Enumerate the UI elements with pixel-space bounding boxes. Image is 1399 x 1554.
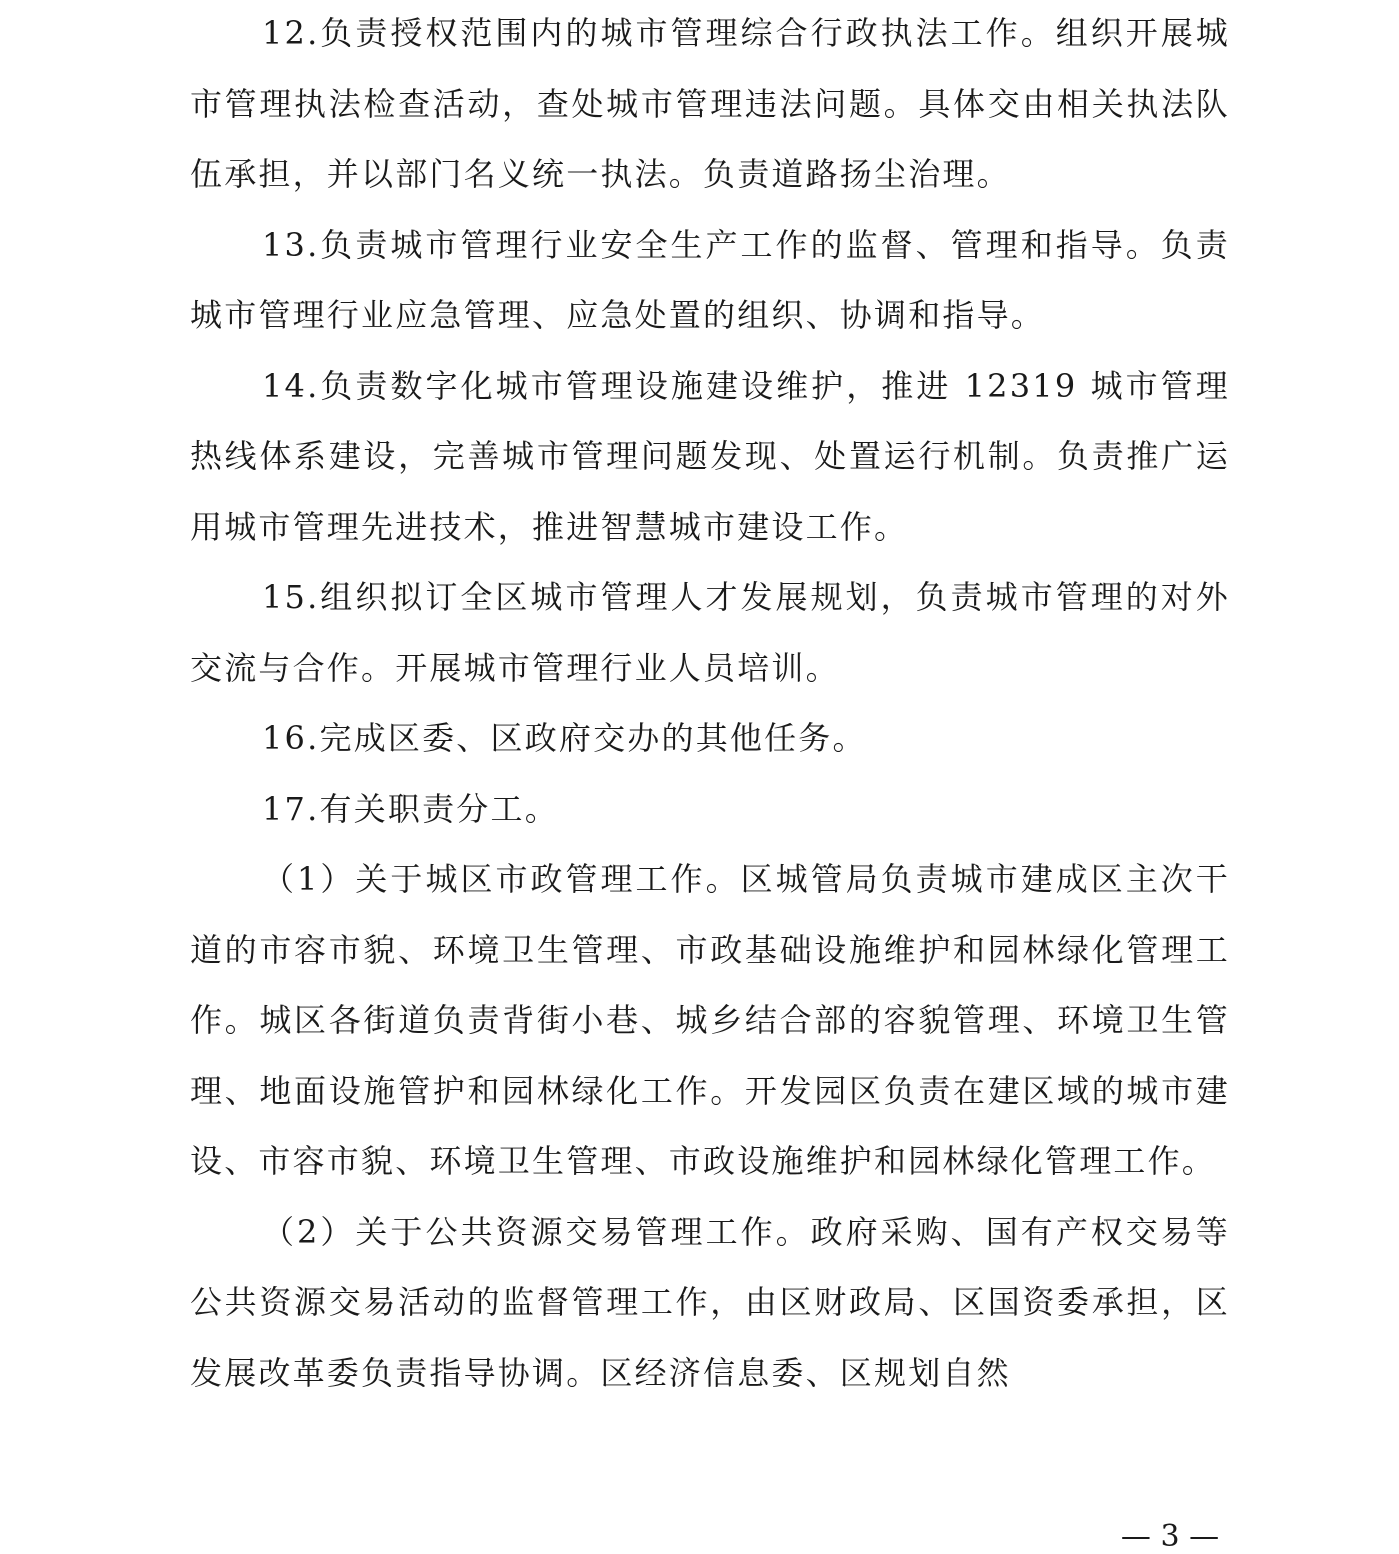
paragraph-item-12: 12.负责授权范围内的城市管理综合行政执法工作。组织开展城市管理执法检查活动，查处城市管理违法问题。具体交由相关执法队伍承担，并以部门名义统一执法。负责道路扬尘治理。 (190, 14, 1230, 193)
document-body (190, 0, 1230, 1408)
paragraph-item-16: 16.完成区委、区政府交办的其他任务。 (262, 719, 867, 757)
paragraph-item-17: 17.有关职责分工。 (262, 789, 559, 828)
paragraph-item-14: 14.负责数字化城市管理设施建设维护，推进 12319 城市管理热线体系建设，完善城市管理问题发现、处置运行机制。负责推广运用城市管理先进技术，推进智慧城市建设工作。 (190, 366, 1230, 546)
paragraph-subitem-1: （1）关于城区市政管理工作。区城管局负责城市建成区主次干道的市容市貌、环境卫生管理、市政基础设施维护和园林绿化管理工作。城区各街道负责背街小巷、城乡结合部的容貌管理、环境卫生管理、地面设施管护和园林绿化工作。开发园区负责在建区域的城市建设、市容市貌、环境卫生管理、市政设施维护和园林绿化管理工作。 (190, 860, 1230, 1180)
page-number: — 3 — (1120, 1519, 1220, 1554)
paragraph-item-13: 13.负责城市管理行业安全生产工作的监督、管理和指导。负责城市管理行业应急管理、应急处置的组织、协调和指导。 (190, 225, 1230, 334)
paragraph-subitem-2: （2）关于公共资源交易管理工作。政府采购、国有产权交易等公共资源交易活动的监督管理工作，由区财政局、区国资委承担，区发展改革委负责指导协调。区经济信息委、区规划自然 (190, 1212, 1230, 1392)
paragraph-item-15: 15.组织拟订全区城市管理人才发展规划，负责城市管理的对外交流与合作。开展城市管理行业人员培训。 (190, 578, 1230, 687)
